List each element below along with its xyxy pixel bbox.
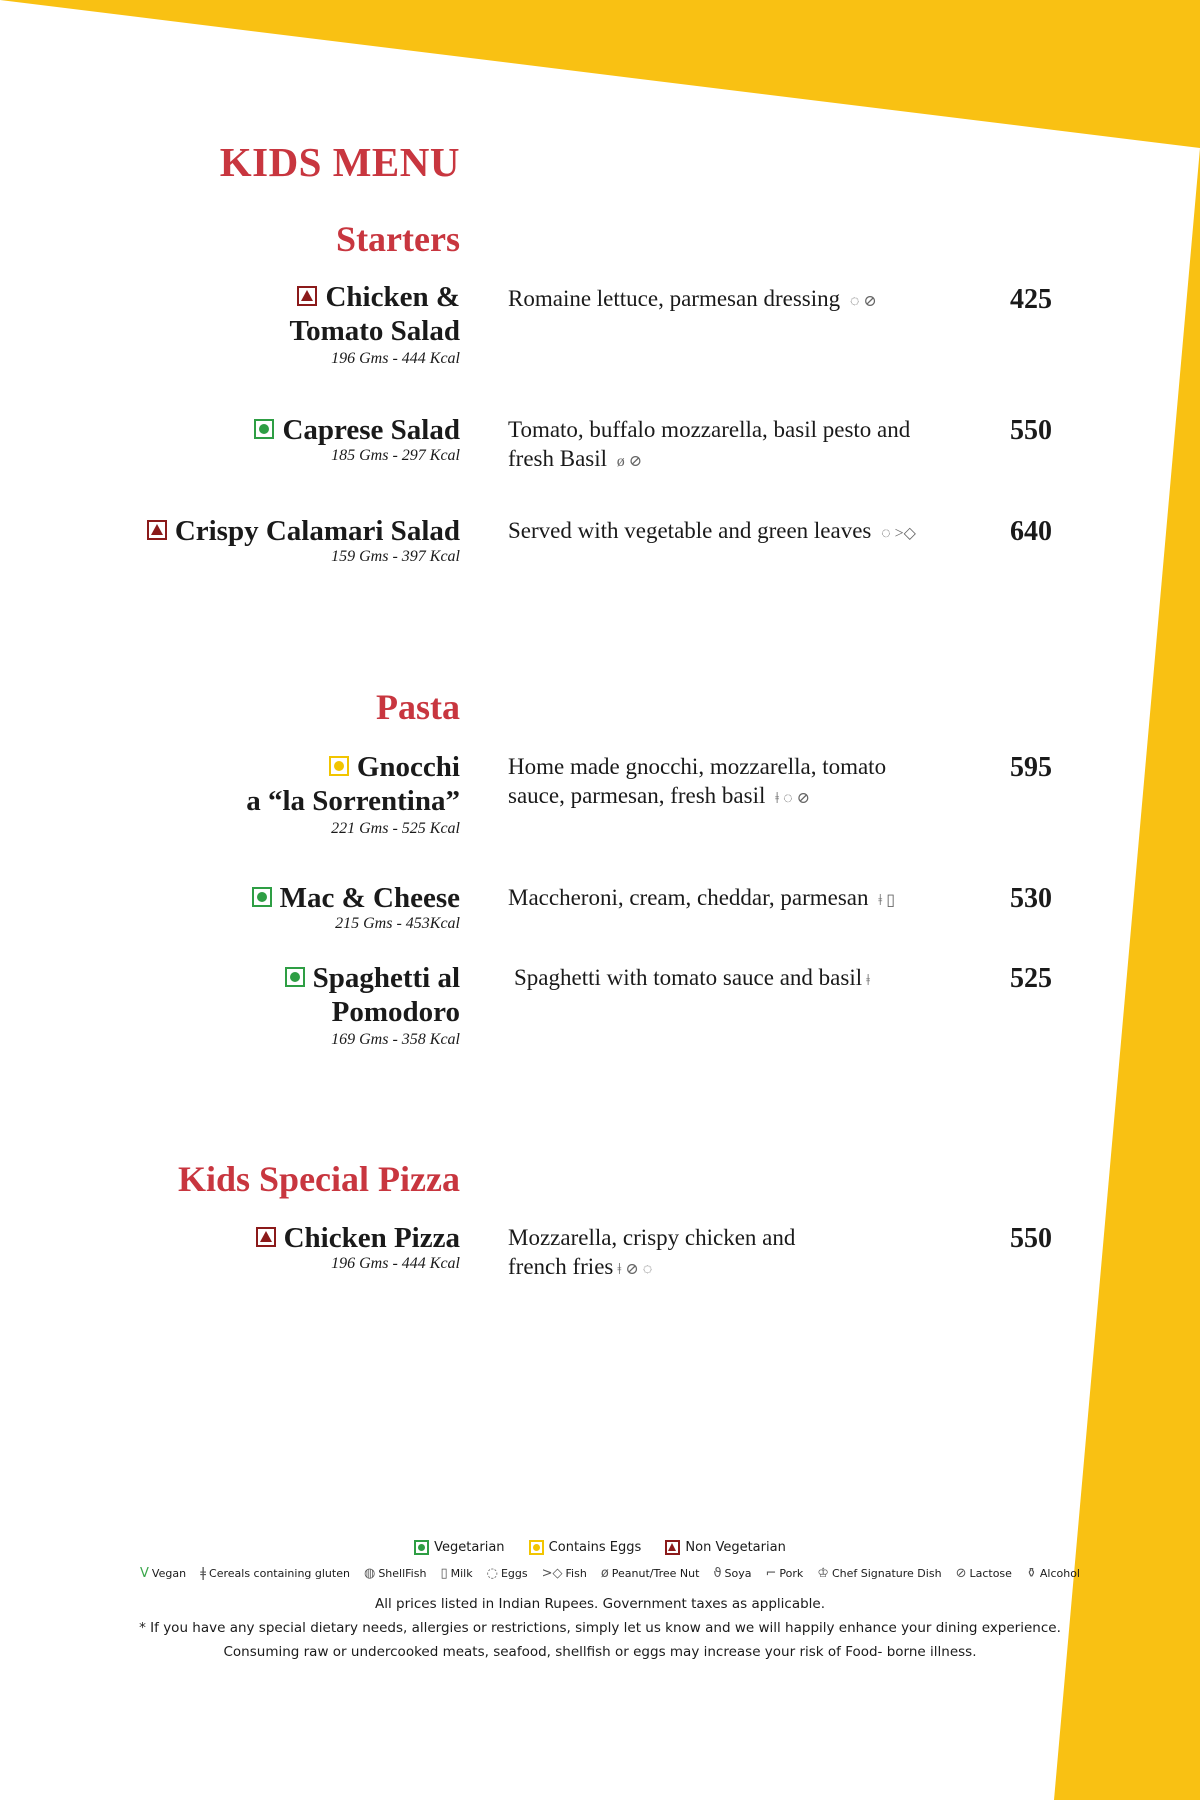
legend-pork: [766, 1566, 804, 1581]
gluten-icon: ǂ: [866, 972, 871, 989]
item-name-line1: Chicken &: [325, 281, 460, 313]
section-heading-pasta: Pasta: [376, 687, 460, 727]
fish-icon: >◇: [894, 525, 916, 542]
soya-icon: ϑ: [713, 1566, 722, 1581]
milk-icon: ▯: [886, 892, 896, 909]
non-vegetarian-marker-icon: [147, 520, 167, 540]
non-vegetarian-marker-icon: [665, 1540, 680, 1555]
fish-icon: >◇: [541, 1566, 563, 1581]
legend-alcohol: [1026, 1566, 1080, 1581]
item-weight-calories: 185 Gms - 297 Kcal: [331, 447, 460, 464]
item-price: 640: [1010, 516, 1052, 547]
item-price: 525: [1010, 963, 1052, 994]
footer-health-warning: Consuming raw or undercooked meats, seafood, shellfish or eggs may increase your risk of Food- borne illness.: [223, 1644, 977, 1660]
eggs-icon: ◌: [849, 293, 860, 310]
item-weight-calories: 221 Gms - 525 Kcal: [331, 820, 460, 837]
legend-peanut-tree-nut: [601, 1566, 700, 1581]
vegetarian-marker-icon: [254, 419, 274, 439]
legend-label: Lactose: [969, 1567, 1012, 1580]
item-name-line1: Crispy Calamari Salad: [174, 515, 460, 547]
item-description: [508, 752, 948, 813]
vegetarian-marker-icon: [285, 967, 305, 987]
legend-label: Vegetarian: [434, 1540, 505, 1555]
item-description: [508, 516, 948, 548]
alcohol-icon: ⚱: [1025, 1566, 1037, 1581]
lactose-icon: ⊘: [863, 293, 877, 310]
gluten-icon: ǂ: [200, 1566, 207, 1581]
item-name: [100, 1221, 460, 1255]
legend-gluten: [200, 1566, 350, 1581]
item-price: 425: [1010, 284, 1052, 315]
item-name-line1: Spaghetti al: [312, 962, 460, 994]
allergen-legend: [140, 1566, 1080, 1581]
legend-vegetarian: [414, 1540, 504, 1555]
legend-lactose: [956, 1566, 1012, 1581]
item-desc-line1: Maccheroni, cream, cheddar, parmesan: [508, 885, 869, 910]
legend-label: Chef Signature Dish: [831, 1567, 942, 1580]
item-weight-calories: 215 Gms - 453Kcal: [335, 915, 460, 932]
lactose-icon: ⊘: [628, 453, 643, 470]
contains-eggs-marker-icon: [329, 756, 349, 776]
item-desc-line1: Served with vegetable and green leaves: [508, 518, 872, 543]
item-price: 530: [1010, 883, 1052, 914]
item-desc-line1: Spaghetti with tomato sauce and basil: [514, 965, 863, 990]
legend-label: Soya: [724, 1567, 752, 1580]
lactose-icon: ⊘: [796, 790, 811, 807]
item-name: [100, 881, 460, 915]
legend-label: ShellFish: [378, 1567, 427, 1580]
item-desc-line2: french fries: [508, 1254, 614, 1279]
item-desc-line1: Romaine lettuce, parmesan dressing: [508, 286, 841, 311]
yellow-corner-shape: [0, 0, 1200, 148]
item-weight-calories: 169 Gms - 358 Kcal: [331, 1031, 460, 1048]
lactose-icon: ⊘: [625, 1261, 639, 1278]
eggs-icon: ◌: [486, 1566, 498, 1581]
item-name-line2: Tomato Salad: [289, 315, 460, 347]
item-desc-line1: Home made gnocchi, mozzarella, tomato: [508, 754, 887, 779]
item-desc-line2: fresh Basil: [508, 446, 608, 471]
milk-icon: ▯: [440, 1566, 448, 1581]
legend-vegan: [140, 1566, 186, 1581]
legend-eggs: [487, 1566, 528, 1581]
legend-label: Fish: [565, 1567, 587, 1580]
legend-label: Pork: [779, 1567, 804, 1580]
legend-contains-eggs: [529, 1540, 642, 1555]
footer-prices-note: All prices listed in Indian Rupees. Government taxes as applicable.: [374, 1596, 826, 1612]
item-price: 550: [1010, 415, 1052, 446]
item-name-line1: Mac & Cheese: [279, 882, 460, 914]
legend-soya: [713, 1566, 751, 1581]
legend-label: Cereals containing gluten: [209, 1567, 350, 1580]
legend-label: Vegan: [151, 1567, 187, 1580]
non-vegetarian-marker-icon: [297, 286, 317, 306]
legend-label: Eggs: [500, 1567, 528, 1580]
eggs-icon: ◌: [642, 1261, 653, 1278]
legend-label: Contains Eggs: [548, 1540, 642, 1555]
legend-fish: [542, 1566, 587, 1581]
item-weight-calories: 196 Gms - 444 Kcal: [331, 350, 460, 367]
item-name: [100, 280, 460, 348]
vegan-icon: V: [140, 1566, 149, 1581]
item-description: [508, 415, 948, 476]
shellfish-icon: ◍: [363, 1566, 376, 1581]
item-price: 595: [1010, 752, 1052, 783]
item-desc-line1: Tomato, buffalo mozzarella, basil pesto and: [508, 417, 911, 442]
legend-chef-signature: [817, 1566, 941, 1581]
item-name-line1: Caprese Salad: [282, 414, 460, 446]
legend-label: Alcohol: [1039, 1567, 1080, 1580]
section-heading-starters: Starters: [336, 219, 460, 259]
section-heading-kids-special-pizza: Kids Special Pizza: [178, 1159, 460, 1199]
legend-label: Peanut/Tree Nut: [611, 1567, 700, 1580]
item-desc-line1: Mozzarella, crispy chicken and: [508, 1225, 796, 1250]
vegetarian-marker-icon: [252, 887, 272, 907]
lactose-icon: ⊘: [955, 1566, 967, 1581]
peanut-tree-nut-icon: ø: [600, 1566, 609, 1581]
gluten-icon: ǂ: [775, 790, 780, 807]
peanut-tree-nut-icon: ø: [616, 453, 625, 470]
item-description: [514, 963, 954, 995]
item-name-line2: Pomodoro: [331, 996, 460, 1028]
chef-hat-icon: ♔: [817, 1566, 829, 1581]
item-weight-calories: 196 Gms - 444 Kcal: [331, 1255, 460, 1272]
diet-legend: [0, 1540, 1200, 1555]
eggs-icon: ◌: [881, 525, 891, 542]
menu-title: KIDS MENU: [219, 139, 460, 185]
item-name-line2: a “la Sorrentina”: [246, 785, 460, 817]
legend-label: Milk: [450, 1567, 473, 1580]
contains-eggs-marker-icon: [529, 1540, 544, 1555]
item-name: [60, 514, 460, 548]
item-name: [100, 413, 460, 447]
legend-non-vegetarian: [665, 1540, 785, 1555]
item-weight-calories: 159 Gms - 397 Kcal: [331, 548, 460, 565]
non-vegetarian-marker-icon: [256, 1227, 276, 1247]
vegetarian-marker-icon: [414, 1540, 429, 1555]
legend-milk: [440, 1566, 472, 1581]
legend-label: Non Vegetarian: [685, 1540, 786, 1555]
item-description: [508, 883, 948, 915]
item-name: [100, 961, 460, 1029]
item-description: [508, 1223, 948, 1284]
legend-shellfish: [364, 1566, 426, 1581]
item-name-line1: Gnocchi: [356, 751, 460, 783]
item-name: [100, 750, 460, 818]
item-description: [508, 284, 948, 316]
gluten-icon: ǂ: [878, 892, 883, 909]
footer-dietary-note: * If you have any special dietary needs, allergies or restrictions, simply let us know and we will happily enhance your dining experience.: [139, 1620, 1061, 1636]
item-desc-line2: sauce, parmesan, fresh basil: [508, 783, 766, 808]
eggs-icon: ◌: [783, 790, 793, 807]
item-name-line1: Chicken Pizza: [283, 1222, 460, 1254]
item-price: 550: [1010, 1223, 1052, 1254]
gluten-icon: ǂ: [617, 1261, 622, 1278]
pork-icon: ⌐: [765, 1566, 777, 1581]
